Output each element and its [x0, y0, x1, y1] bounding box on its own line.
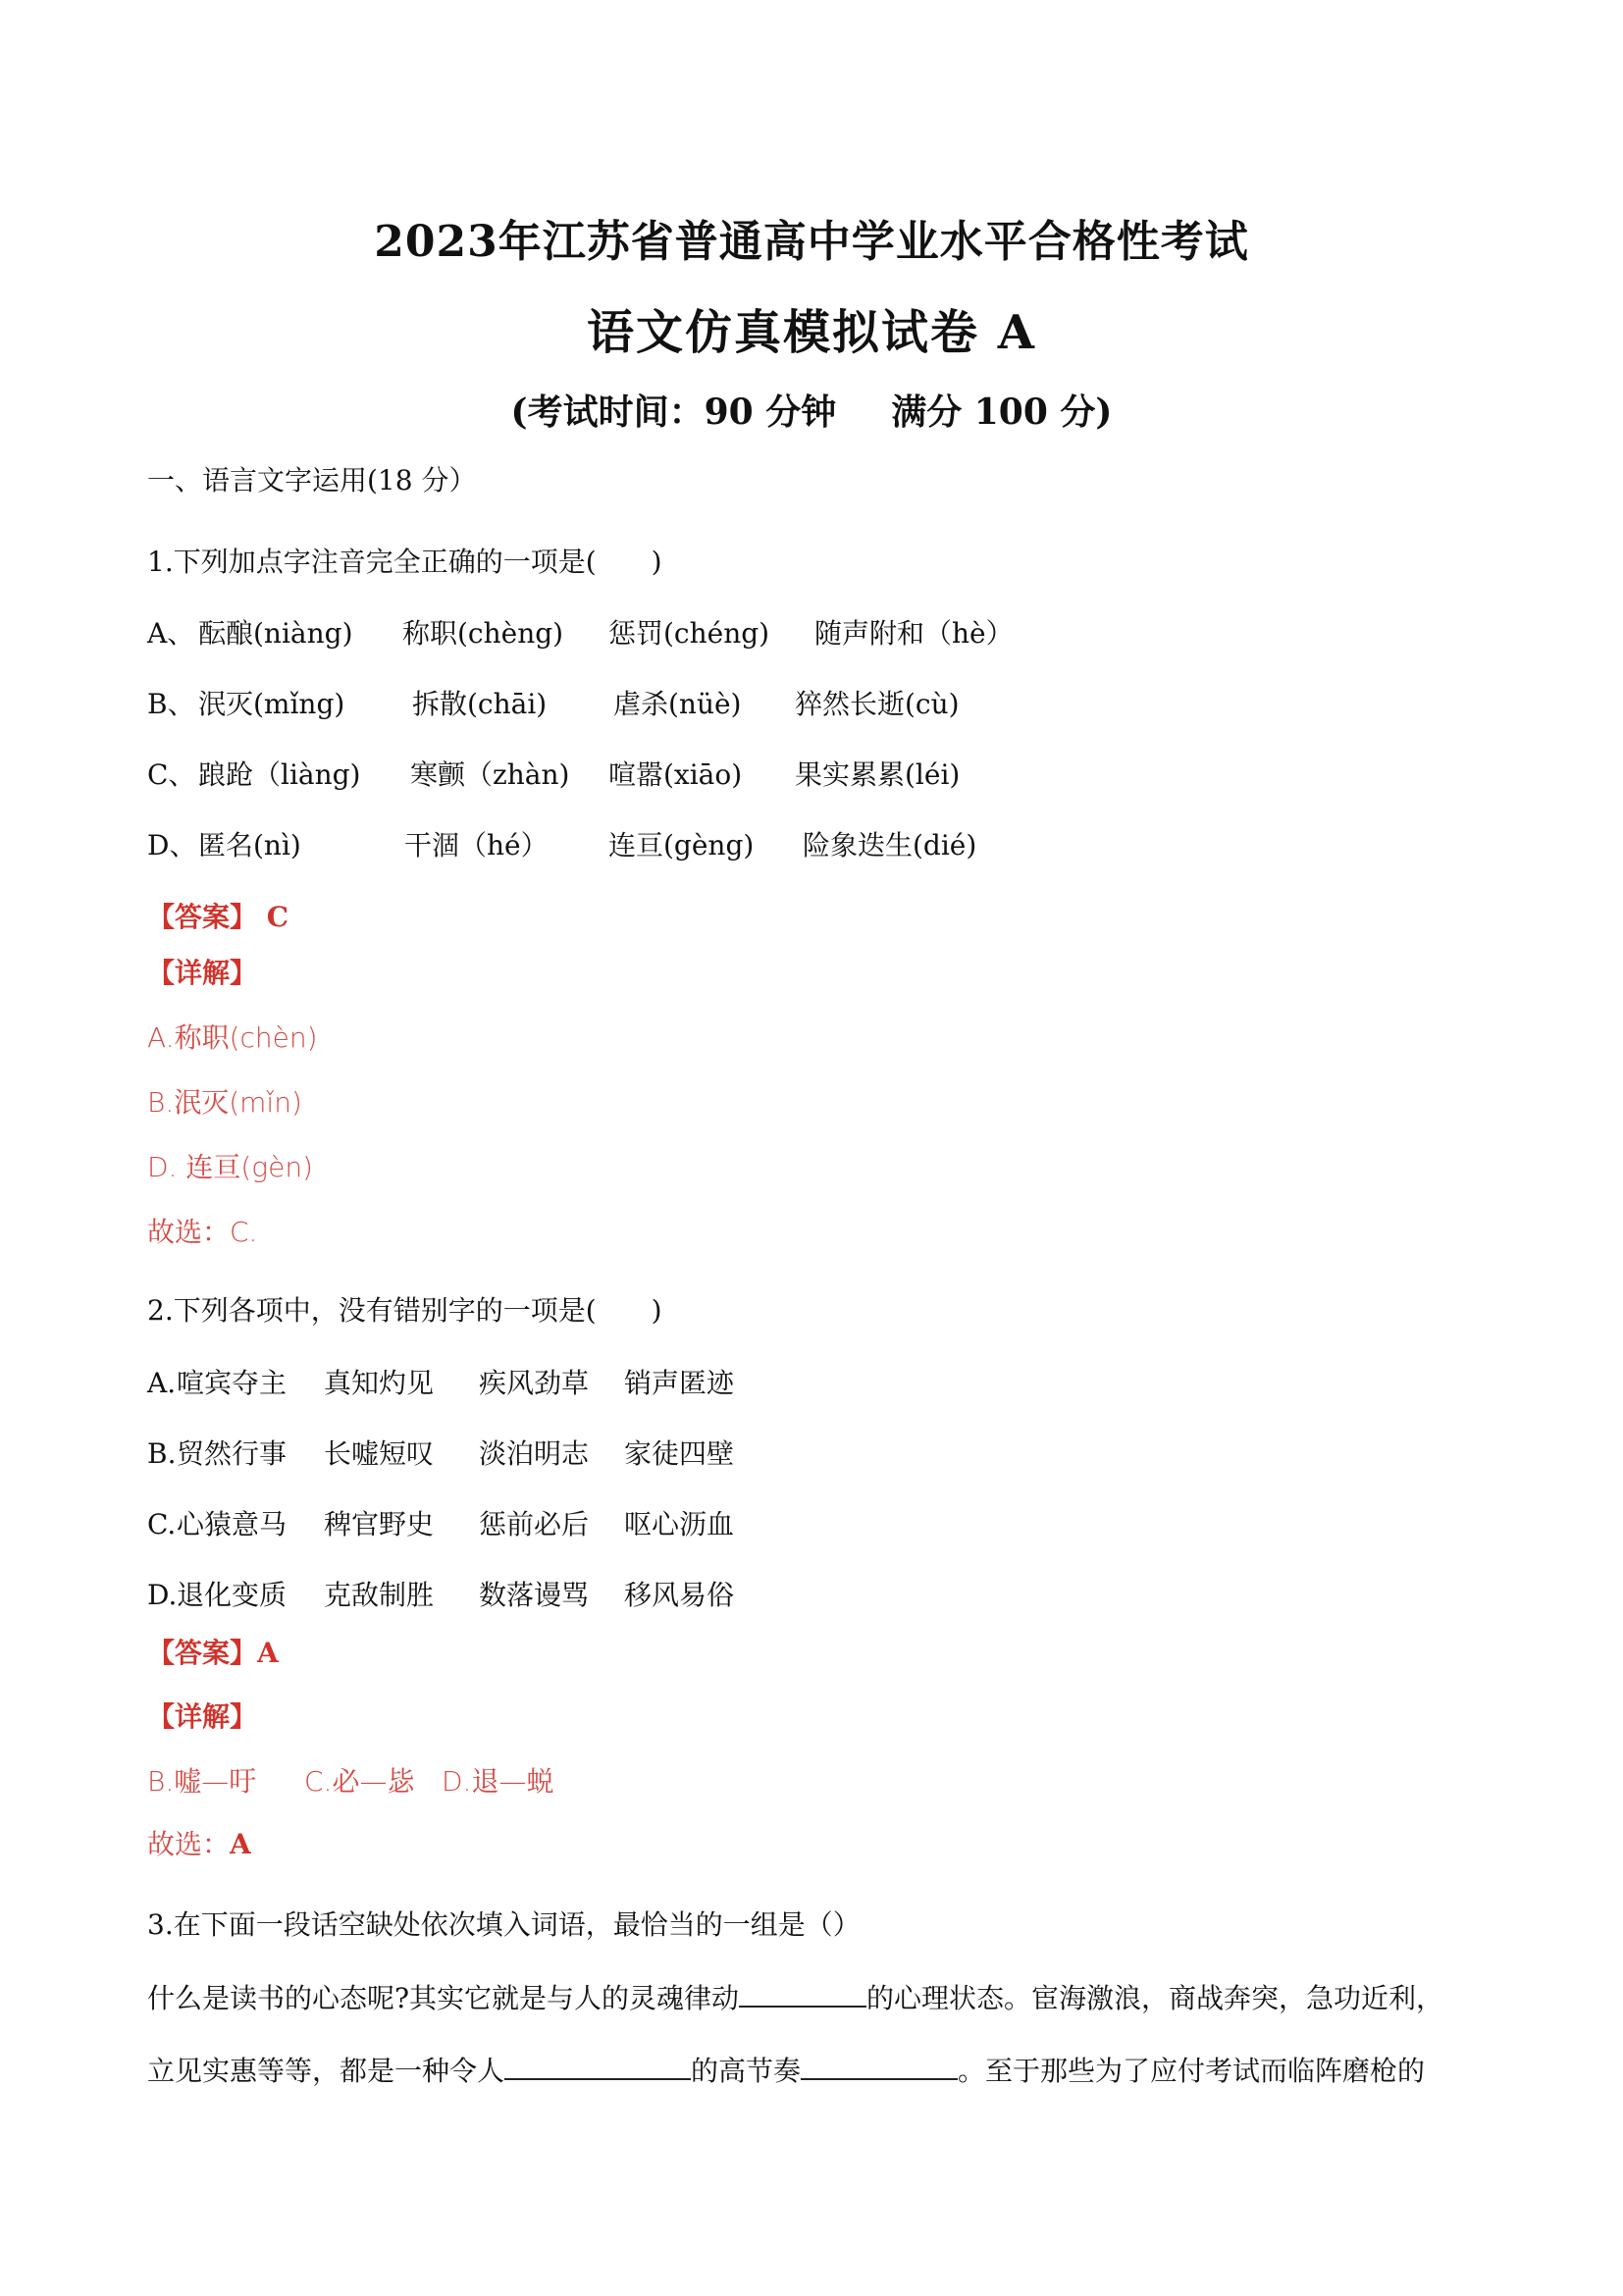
option-label: C.	[147, 1508, 177, 1540]
answer-value: C	[266, 901, 289, 933]
option-item: 称职(chèng)	[402, 617, 564, 650]
option-item: 寒颤（zhàn)	[410, 758, 570, 791]
q1-answer	[147, 900, 288, 935]
full-score: 满分 100 分)	[891, 391, 1113, 433]
option-item: 移风易俗	[624, 1579, 735, 1611]
option-item: 喧宾夺主	[177, 1367, 288, 1399]
option-item: 果实累累(léi)	[795, 758, 961, 791]
option-item: 匿名(nì)	[198, 829, 301, 861]
option-item: 长嘘短叹	[324, 1437, 435, 1470]
fill-blank[interactable]	[801, 2051, 958, 2080]
option-item: 酝酿(niàng)	[198, 617, 353, 650]
option-item: 真知灼见	[324, 1367, 435, 1399]
option-item: 猝然长逝(cù)	[795, 688, 960, 720]
exam-subtitle: 语文仿真模拟试卷 A	[587, 305, 1036, 360]
option-item: 稗官野史	[324, 1508, 435, 1540]
option-item: 连亘(gèng)	[608, 829, 755, 861]
q3-text: 立见实惠等等，都是一种令人	[147, 2055, 505, 2087]
q1-detail-line: B.泯灭(mǐn)	[147, 1086, 302, 1119]
q1-detail-label: 【详解】	[147, 957, 258, 989]
option-item: 险象迭生(dié)	[803, 829, 977, 861]
option-label: C、	[147, 758, 196, 791]
option-item: 惩罚(chéng)	[608, 617, 770, 650]
option-item: 呕心沥血	[624, 1508, 735, 1540]
option-item: 销声匿迹	[624, 1367, 735, 1399]
option-item: 克敌制胜	[324, 1579, 435, 1611]
q2-answer	[147, 1636, 279, 1671]
option-label: B、	[147, 688, 195, 720]
q1-stem: 1.下列加点字注音完全正确的一项是( )	[147, 546, 662, 578]
option-item: 退化变质	[177, 1579, 288, 1611]
conclusion-prefix: 故选：	[147, 1828, 231, 1860]
q2-conclusion	[147, 1827, 251, 1862]
q3-text: 。至于那些为了应付考试而临阵磨枪的	[958, 2055, 1426, 2087]
answer-label: 【答案】	[147, 1637, 258, 1669]
q2-stem: 2.下列各项中，没有错别字的一项是( )	[147, 1294, 662, 1327]
answer-value: A	[257, 1637, 279, 1669]
option-item: 家徒四壁	[624, 1437, 735, 1470]
q1-detail-line: D. 连亘(gèn)	[147, 1151, 313, 1183]
option-item: 拆散(chāi)	[412, 688, 548, 720]
q3-paragraph-line	[147, 2051, 1425, 2089]
option-label: D、	[147, 829, 197, 861]
option-label: B.	[147, 1437, 177, 1470]
fill-blank[interactable]	[504, 2051, 691, 2080]
option-item: 心猿意马	[177, 1508, 288, 1540]
option-label: A、	[147, 617, 195, 650]
q3-stem: 3.在下面一段话空缺处依次填入词语，最恰当的一组是（）	[147, 1908, 861, 1941]
q3-text: 什么是读书的心态呢?其实它就是与人的灵魂律动	[147, 1982, 740, 2014]
q3-paragraph-line	[147, 1978, 1443, 2016]
option-item: 疾风劲草	[479, 1367, 590, 1399]
conclusion-answer: A	[230, 1828, 251, 1860]
section-heading: 一、语言文字运用(18 分）	[147, 464, 477, 496]
option-item: 干涸（hé）	[404, 829, 549, 861]
q2-detail-label: 【详解】	[147, 1700, 258, 1733]
option-item: 虐杀(nüè)	[613, 688, 742, 720]
q1-detail-line: 故选：C.	[147, 1216, 258, 1248]
q1-detail-line: A.称职(chèn)	[147, 1021, 318, 1054]
exam-title: 2023年江苏省普通高中学业水平合格性考试	[374, 217, 1249, 267]
option-item: 淡泊明志	[479, 1437, 590, 1470]
q3-text: 的心理状态。宦海激浪，商战奔突，急功近利，	[866, 1982, 1444, 2014]
option-item: 惩前必后	[479, 1508, 590, 1540]
option-label: D.	[147, 1579, 178, 1611]
answer-label: 【答案】	[147, 901, 258, 933]
option-item: 喧嚣(xiāo)	[608, 758, 743, 791]
fill-blank[interactable]	[739, 1978, 866, 2008]
option-item: 踉跄（liàng)	[198, 758, 361, 791]
option-item: 泯灭(mǐng)	[198, 688, 345, 720]
option-item: 数落谩骂	[479, 1579, 590, 1611]
exam-time: (考试时间：90 分钟	[510, 391, 837, 433]
option-label: A.	[147, 1367, 177, 1399]
detail-item: B.嘘—吁	[147, 1765, 257, 1798]
exam-info	[0, 385, 1623, 435]
option-item: 随声附和（hè）	[814, 617, 1014, 650]
q3-text: 的高节奏	[691, 2055, 802, 2087]
detail-item: C.必—毖	[304, 1765, 415, 1798]
detail-item: D.退—蜕	[442, 1765, 554, 1798]
option-item: 贸然行事	[177, 1437, 288, 1470]
